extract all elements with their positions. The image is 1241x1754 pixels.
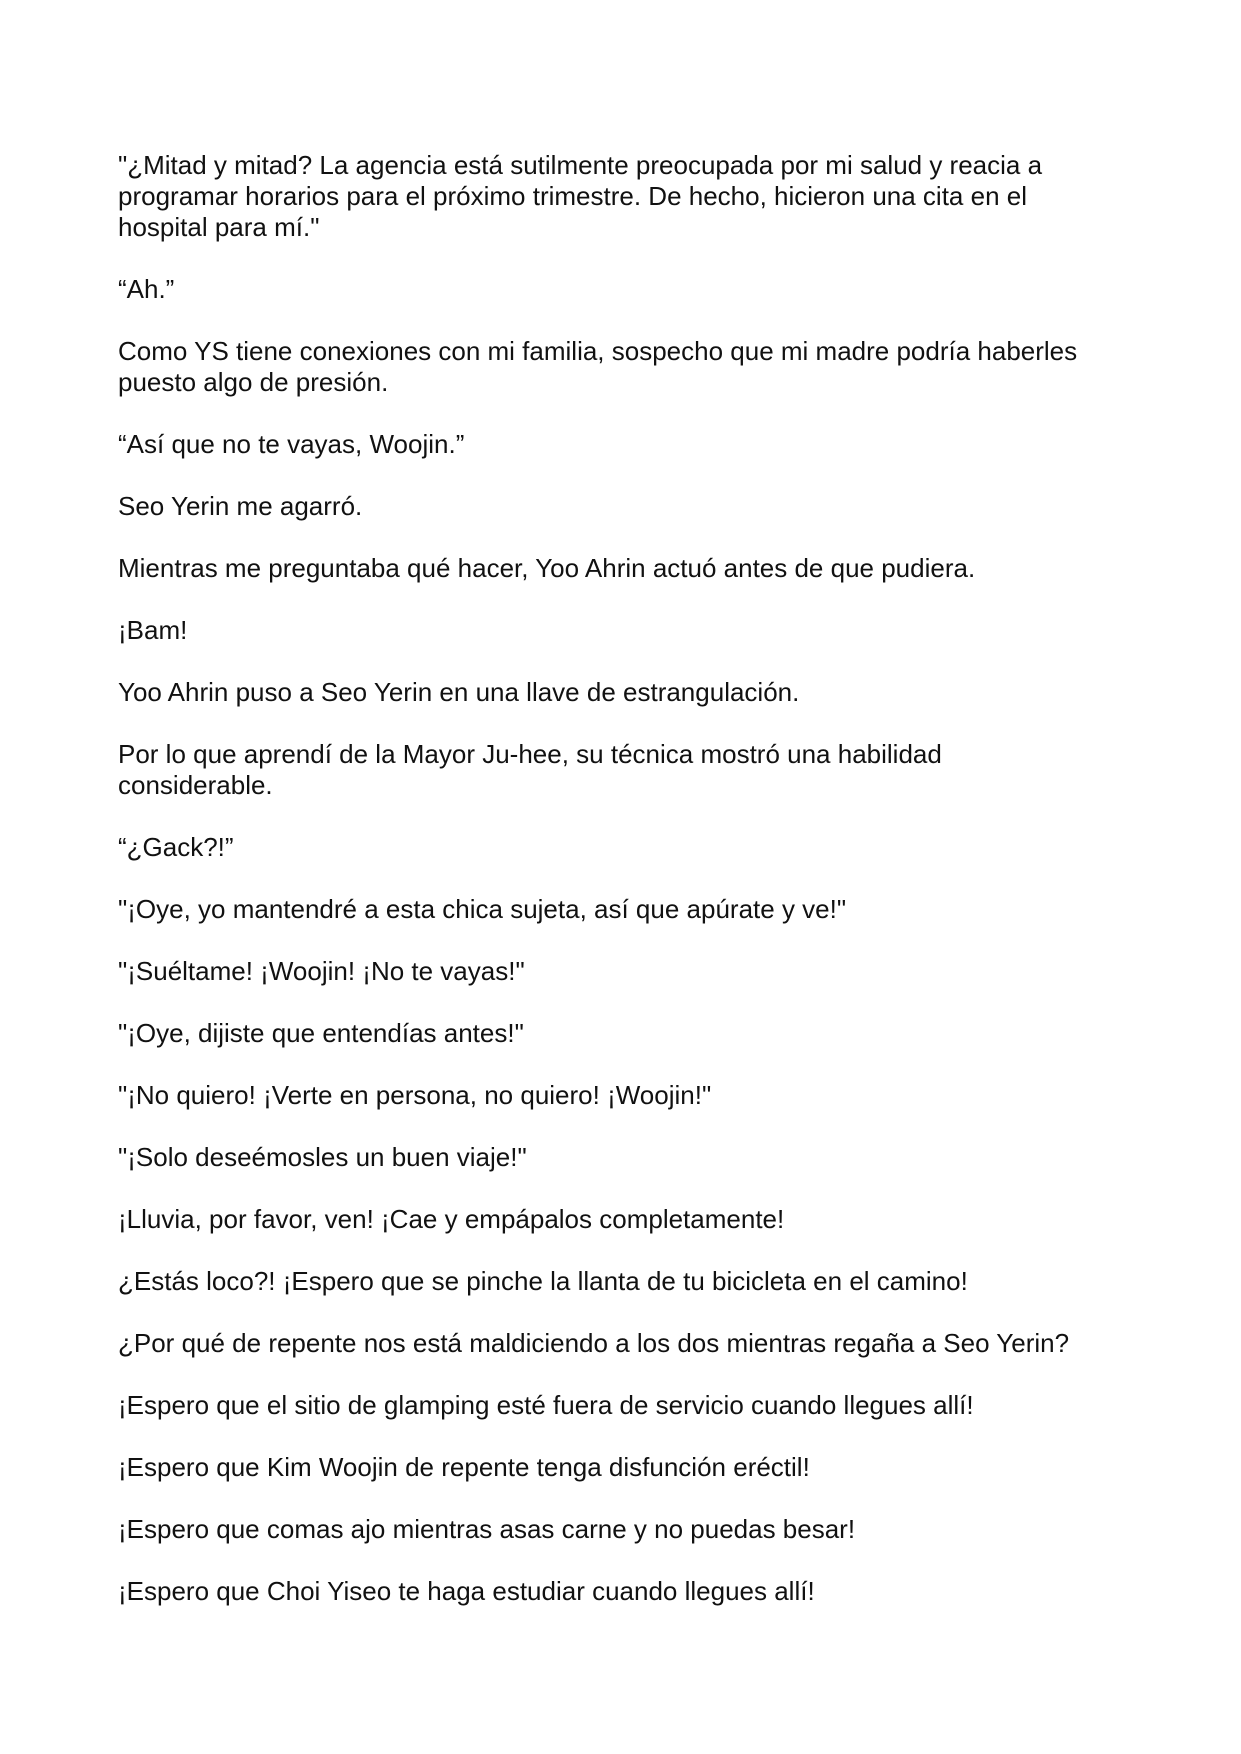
paragraph-21: ¡Espero que comas ajo mientras asas carne y no puedas besar!: [118, 1514, 856, 1544]
paragraph-10: “¿Gack?!”: [118, 832, 234, 862]
paragraph-19: ¡Espero que el sitio de glamping esté fuera de servicio cuando llegues allí!: [118, 1390, 974, 1420]
paragraph-2: “Ah.”: [118, 274, 175, 304]
paragraph-17: ¿Estás loco?! ¡Espero que se pinche la llanta de tu bicicleta en el camino!: [118, 1266, 968, 1296]
paragraph-8: Yoo Ahrin puso a Seo Yerin en una llave de estrangulación.: [118, 677, 800, 707]
paragraph-16: ¡Lluvia, por favor, ven! ¡Cae y empápalos completamente!: [118, 1204, 785, 1234]
paragraph-3: Como YS tiene conexiones con mi familia, sospecho que mi madre podría haberles puesto algo de presión.: [118, 336, 1078, 397]
paragraph-6: Mientras me preguntaba qué hacer, Yoo Ahrin actuó antes de que pudiera.: [118, 553, 976, 583]
paragraph-12: "¡Suéltame! ¡Woojin! ¡No te vayas!": [118, 956, 525, 986]
paragraph-7: ¡Bam!: [118, 615, 188, 645]
paragraph-14: "¡No quiero! ¡Verte en persona, no quiero! ¡Woojin!": [118, 1080, 712, 1110]
paragraph-11: "¡Oye, yo mantendré a esta chica sujeta, así que apúrate y ve!": [118, 894, 847, 924]
document-body: [118, 150, 1128, 1638]
paragraph-5: Seo Yerin me agarró.: [118, 491, 363, 521]
paragraph-1: "¿Mitad y mitad? La agencia está sutilmente preocupada por mi salud y reacia a programar horarios para el próximo trimestre. De hecho, hicieron una cita en el hospital para mí.": [118, 150, 1043, 242]
paragraph-4: “Así que no te vayas, Woojin.”: [118, 429, 465, 459]
paragraph-22: ¡Espero que Choi Yiseo te haga estudiar cuando llegues allí!: [118, 1576, 815, 1606]
paragraph-13: "¡Oye, dijiste que entendías antes!": [118, 1018, 524, 1048]
paragraph-9: Por lo que aprendí de la Mayor Ju-hee, su técnica mostró una habilidad considerable.: [118, 739, 942, 800]
paragraph-18: ¿Por qué de repente nos está maldiciendo a los dos mientras regaña a Seo Yerin?: [118, 1328, 1070, 1358]
paragraph-15: "¡Solo deseémosles un buen viaje!": [118, 1142, 527, 1172]
paragraph-20: ¡Espero que Kim Woojin de repente tenga disfunción eréctil!: [118, 1452, 810, 1482]
